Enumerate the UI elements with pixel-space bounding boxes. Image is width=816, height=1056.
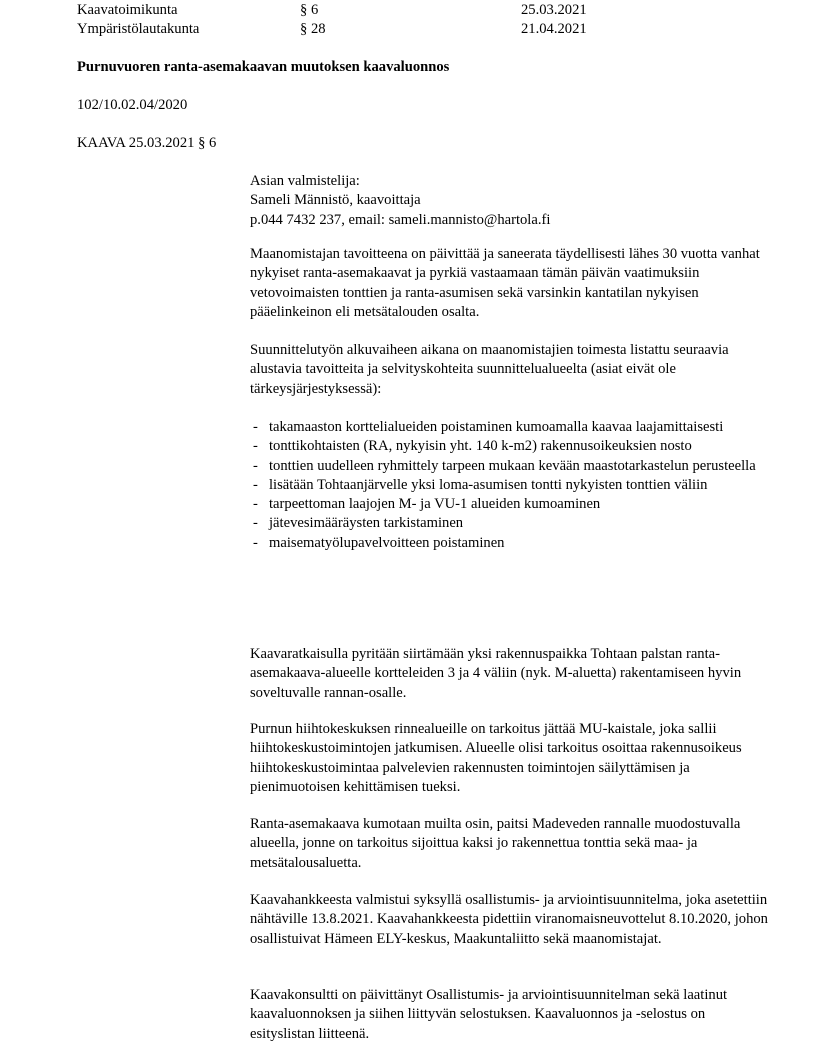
list-item	[250, 534, 770, 553]
paragraph-repeal	[250, 815, 770, 873]
paragraph-text: Kaavaratkaisulla pyritään siirtämään yksi rakennuspaikka Tohtaan palstan ranta-asemakaava-alueelle kortteleiden 3 ja 4 väliin (nyk. M-aluetta) rakentamiseen hyvin soveltuvalle rannan-osalle.	[250, 646, 742, 701]
list-item-text: tarpeettoman laajojen M- ja VU-1 alueiden kumoaminen	[269, 496, 601, 513]
list-item	[250, 476, 770, 495]
paragraph-text: Suunnittelutyön alkuvaiheen aikana on maanomistajien toimesta listattu seuraavia alustavia tavoitteita ja selvityskohteita suunnittelualueelta (asiat eivät ole tärkeysjärjestyksessä):	[250, 342, 729, 397]
list-item-text: maisematyölupavelvoitteen poistaminen	[269, 534, 505, 551]
paragraph-consultant	[250, 986, 770, 1044]
bullet-dash: -	[253, 457, 258, 474]
bullet-dash: -	[253, 476, 258, 493]
preparer-block	[250, 172, 770, 230]
preparer-label: Asian valmistelija:	[250, 173, 360, 189]
meeting-reference: KAAVA 25.03.2021 § 6	[77, 135, 217, 151]
list-item	[250, 495, 770, 514]
meta-row-kaavatoimikunta	[77, 1, 777, 20]
paragraph-planning-goals	[250, 341, 770, 399]
paragraph-text: Kaavakonsultti on päivittänyt Osallistumis- ja arviointisuunnitelman sekä laatinut kaavaluonnoksen ja siihen liittyvän selostuksen. Kaavaluonnos ja -selostus on esityslistan liitteenä.	[250, 987, 728, 1042]
preparer-name: Sameli Männistö, kaavoittaja	[250, 192, 421, 209]
paragraph-text: Maanomistajan tavoitteena on päivittää ja saneerata täydellisesti lähes 30 vuotta vanhat nykyiset ranta-asemakaavat ja pyrkiä vastaamaan tämän päivän vaatimuksiin vetovoimaisten tonttien ja ranta-asumisen sekä varsinkin kantatilan nykyisen pääelinkeinon eli metsätalouden osalta.	[250, 246, 760, 320]
paragraph-text: Kaavahankkeesta valmistui syksyllä osallistumis- ja arviointisuunnitelma, joka asetettiin nähtäville 13.8.2021. Kaavahankkeesta pidettiin viranomaisneuvottelut 8.10.2020, johon osallistuivat Hämeen ELY-keskus, Maakuntaliitto sekä maanomistajat.	[250, 892, 768, 947]
list-item-text: lisätään Tohtaanjärvelle yksi loma-asumisen tontti nykyisten tonttien väliin	[269, 476, 708, 493]
diary-number: 102/10.02.04/2020	[77, 97, 188, 113]
meta-body: Kaavatoimikunta	[77, 2, 178, 18]
meta-section: § 28	[300, 21, 326, 37]
bullet-dash: -	[253, 534, 258, 551]
list-item	[250, 514, 770, 533]
list-item-text: tonttien uudelleen ryhmittely tarpeen mukaan kevään maastotarkastelun perusteella	[269, 457, 756, 474]
goals-list	[250, 418, 770, 553]
list-item	[250, 418, 770, 437]
paragraph-participation-plan	[250, 891, 770, 949]
paragraph-ski-resort	[250, 720, 770, 797]
paragraph-objectives	[250, 245, 770, 322]
bullet-dash: -	[253, 419, 258, 435]
paragraph-text: Purnun hiihtokeskuksen rinnealueille on tarkoitus jättää MU-kaistale, joka sallii hiihtokeskustoimintojen jatkumisen. Alueelle olisi tarkoitus osoittaa rakennusoikeus hiihtokeskustoimintaa palvelevien rakennusten toimintojen säilyttämisen ja pienimuotoisen kehittämisen tueksi.	[250, 721, 742, 795]
document-title: Purnuvuoren ranta-asemakaavan muutoksen kaavaluonnos	[77, 59, 450, 75]
meta-body: Ympäristölautakunta	[77, 21, 200, 37]
preparer-contact: p.044 7432 237, email: sameli.mannisto@hartola.fi	[250, 211, 551, 228]
paragraph-text: Ranta-asemakaava kumotaan muilta osin, paitsi Madeveden rannalle muodostuvalla alueella, jonne on tarkoitus sijoittua kaksi jo rakennettua tonttia sekä maa- ja metsätalousaluetta.	[250, 816, 741, 871]
bullet-dash: -	[253, 496, 258, 513]
meta-section: § 6	[300, 2, 319, 18]
meta-date: 21.04.2021	[521, 21, 587, 37]
list-item-text: jätevesimääräysten tarkistaminen	[269, 515, 464, 532]
list-item	[250, 457, 770, 476]
bullet-dash: -	[253, 438, 258, 455]
meta-row-ymparistolautakunta	[77, 20, 777, 39]
list-item	[250, 437, 770, 456]
bullet-dash: -	[253, 515, 258, 532]
list-item-text: tonttikohtaisten (RA, nykyisin yht. 140 k-m2) rakennusoikeuksien nosto	[269, 438, 692, 455]
meta-date: 25.03.2021	[521, 2, 587, 18]
list-item-text: takamaaston korttelialueiden poistaminen kumoamalla kaavaa laajamittaisesti	[269, 419, 724, 435]
paragraph-building-site	[250, 645, 770, 703]
